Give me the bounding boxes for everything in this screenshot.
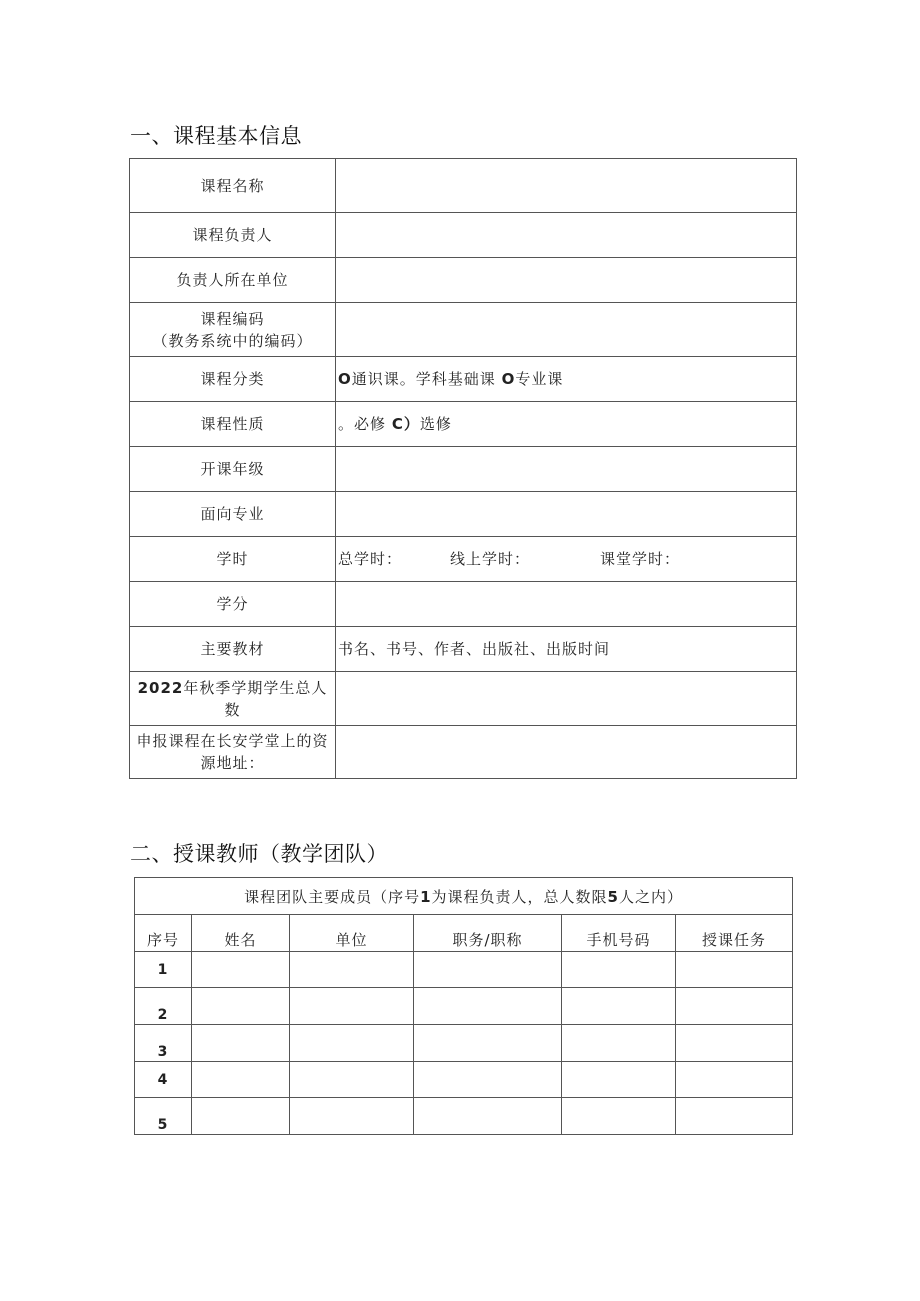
cell-title[interactable] bbox=[414, 1025, 562, 1062]
label-grade: 开课年级 bbox=[130, 447, 336, 492]
label-resource-url-line2: 源地址： bbox=[200, 754, 265, 772]
field-credits[interactable] bbox=[336, 582, 797, 627]
option-mark-foundation[interactable]: 。 bbox=[399, 370, 416, 388]
caption-num1: 1 bbox=[420, 887, 432, 906]
cell-task[interactable] bbox=[676, 1025, 793, 1062]
label-resource-url bbox=[130, 726, 336, 779]
table-row bbox=[130, 672, 797, 726]
table-row bbox=[130, 402, 797, 447]
label-course-category: 课程分类 bbox=[130, 357, 336, 402]
label-course-code-line2: （教务系统中的编码） bbox=[152, 331, 313, 350]
cell-phone[interactable] bbox=[562, 1062, 676, 1098]
total-hours-label[interactable]: 总学时： bbox=[338, 550, 403, 568]
field-course-category bbox=[336, 357, 797, 402]
cell-name[interactable] bbox=[192, 952, 290, 988]
label-credits: 学分 bbox=[130, 582, 336, 627]
cell-unit[interactable] bbox=[290, 1098, 414, 1135]
label-student-count bbox=[130, 672, 336, 726]
section-title-basic-info: 一、课程基本信息 bbox=[130, 124, 302, 148]
caption-part2: 为课程负责人，总人数限 bbox=[431, 887, 608, 906]
label-student-count-text: 年秋季学期学生总人 bbox=[183, 678, 328, 697]
caption-part1: 课程团队主要成员（序号 bbox=[244, 887, 421, 906]
caption-part3: 人之内） bbox=[618, 887, 683, 906]
table-row bbox=[130, 582, 797, 627]
cell-unit[interactable] bbox=[290, 988, 414, 1025]
course-info-table bbox=[129, 158, 797, 779]
table-row bbox=[130, 537, 797, 582]
table-row bbox=[135, 1098, 793, 1135]
table-row bbox=[130, 726, 797, 779]
label-major: 面向专业 bbox=[130, 492, 336, 537]
cell-phone[interactable] bbox=[562, 1025, 676, 1062]
table-row bbox=[130, 627, 797, 672]
cell-unit[interactable] bbox=[290, 952, 414, 988]
table-row bbox=[135, 1025, 793, 1062]
label-student-count-line1 bbox=[130, 677, 335, 699]
table-row bbox=[130, 492, 797, 537]
row-number: 4 bbox=[135, 1062, 192, 1098]
row-number: 5 bbox=[135, 1098, 192, 1135]
cell-unit[interactable] bbox=[290, 1062, 414, 1098]
row-number: 2 bbox=[135, 988, 192, 1025]
table-row bbox=[130, 303, 797, 357]
cell-phone[interactable] bbox=[562, 988, 676, 1025]
option-major[interactable]: 专业课 bbox=[515, 370, 564, 388]
label-textbook: 主要教材 bbox=[130, 627, 336, 672]
option-mark-required[interactable]: 。 bbox=[338, 415, 355, 433]
cell-title[interactable] bbox=[414, 988, 562, 1025]
table-row bbox=[130, 447, 797, 492]
label-lead-unit: 负责人所在单位 bbox=[130, 258, 336, 303]
cell-phone[interactable] bbox=[562, 1098, 676, 1135]
header-index: 序号 bbox=[135, 915, 192, 952]
label-course-code bbox=[130, 303, 336, 357]
option-general[interactable]: 通识课 bbox=[351, 370, 400, 388]
cell-name[interactable] bbox=[192, 988, 290, 1025]
field-course-name[interactable] bbox=[336, 159, 797, 213]
cell-title[interactable] bbox=[414, 952, 562, 988]
option-mark-major[interactable]: O bbox=[501, 370, 516, 388]
table-row bbox=[130, 159, 797, 213]
cell-task[interactable] bbox=[676, 1098, 793, 1135]
table-row bbox=[130, 258, 797, 303]
option-mark-general[interactable]: O bbox=[338, 370, 352, 388]
option-foundation[interactable]: 学科基础课 bbox=[415, 370, 496, 388]
cell-title[interactable] bbox=[414, 1098, 562, 1135]
field-student-count[interactable] bbox=[336, 672, 797, 726]
classroom-hours-label[interactable]: 课堂学时： bbox=[600, 550, 681, 568]
header-title: 职务/职称 bbox=[414, 915, 562, 952]
section-title-teaching-team: 二、授课教师（教学团队） bbox=[130, 842, 388, 866]
cell-task[interactable] bbox=[676, 952, 793, 988]
team-caption bbox=[135, 878, 793, 915]
label-course-name: 课程名称 bbox=[130, 159, 336, 213]
field-course-lead[interactable] bbox=[336, 213, 797, 258]
table-row bbox=[130, 357, 797, 402]
label-course-lead: 课程负责人 bbox=[130, 213, 336, 258]
field-course-code[interactable] bbox=[336, 303, 797, 357]
cell-task[interactable] bbox=[676, 988, 793, 1025]
header-name: 姓名 bbox=[192, 915, 290, 952]
cell-name[interactable] bbox=[192, 1062, 290, 1098]
label-hours: 学时 bbox=[130, 537, 336, 582]
label-resource-url-line1: 申报课程在长安学堂上的资 bbox=[136, 732, 329, 750]
field-resource-url[interactable] bbox=[336, 726, 797, 779]
table-caption-row bbox=[135, 878, 793, 915]
table-row bbox=[135, 988, 793, 1025]
field-textbook[interactable]: 书名、书号、作者、出版社、出版时间 bbox=[336, 627, 797, 672]
option-required[interactable]: 必修 bbox=[354, 415, 387, 433]
table-row bbox=[130, 213, 797, 258]
field-major[interactable] bbox=[336, 492, 797, 537]
header-phone: 手机号码 bbox=[562, 915, 676, 952]
cell-phone[interactable] bbox=[562, 952, 676, 988]
row-number: 3 bbox=[135, 1025, 192, 1062]
option-elective[interactable]: 选修 bbox=[419, 415, 452, 433]
field-grade[interactable] bbox=[336, 447, 797, 492]
label-course-code-line1: 课程编码 bbox=[200, 309, 265, 328]
row-number: 1 bbox=[135, 952, 192, 988]
header-task: 授课任务 bbox=[676, 915, 793, 952]
table-header-row bbox=[135, 915, 793, 952]
teaching-team-table bbox=[134, 877, 793, 1135]
cell-unit[interactable] bbox=[290, 1025, 414, 1062]
label-year: 2022 bbox=[137, 678, 184, 697]
field-lead-unit[interactable] bbox=[336, 258, 797, 303]
label-course-nature: 课程性质 bbox=[130, 402, 336, 447]
cell-title[interactable] bbox=[414, 1062, 562, 1098]
cell-task[interactable] bbox=[676, 1062, 793, 1098]
field-hours bbox=[336, 537, 797, 582]
online-hours-label[interactable]: 线上学时： bbox=[450, 550, 531, 568]
cell-name[interactable] bbox=[192, 1025, 290, 1062]
cell-name[interactable] bbox=[192, 1098, 290, 1135]
option-mark-elective[interactable]: C） bbox=[391, 415, 420, 433]
caption-num2: 5 bbox=[607, 887, 619, 906]
label-student-count-line2: 数 bbox=[224, 700, 241, 719]
table-row bbox=[135, 952, 793, 988]
table-row bbox=[135, 1062, 793, 1098]
field-course-nature bbox=[336, 402, 797, 447]
header-unit: 单位 bbox=[290, 915, 414, 952]
